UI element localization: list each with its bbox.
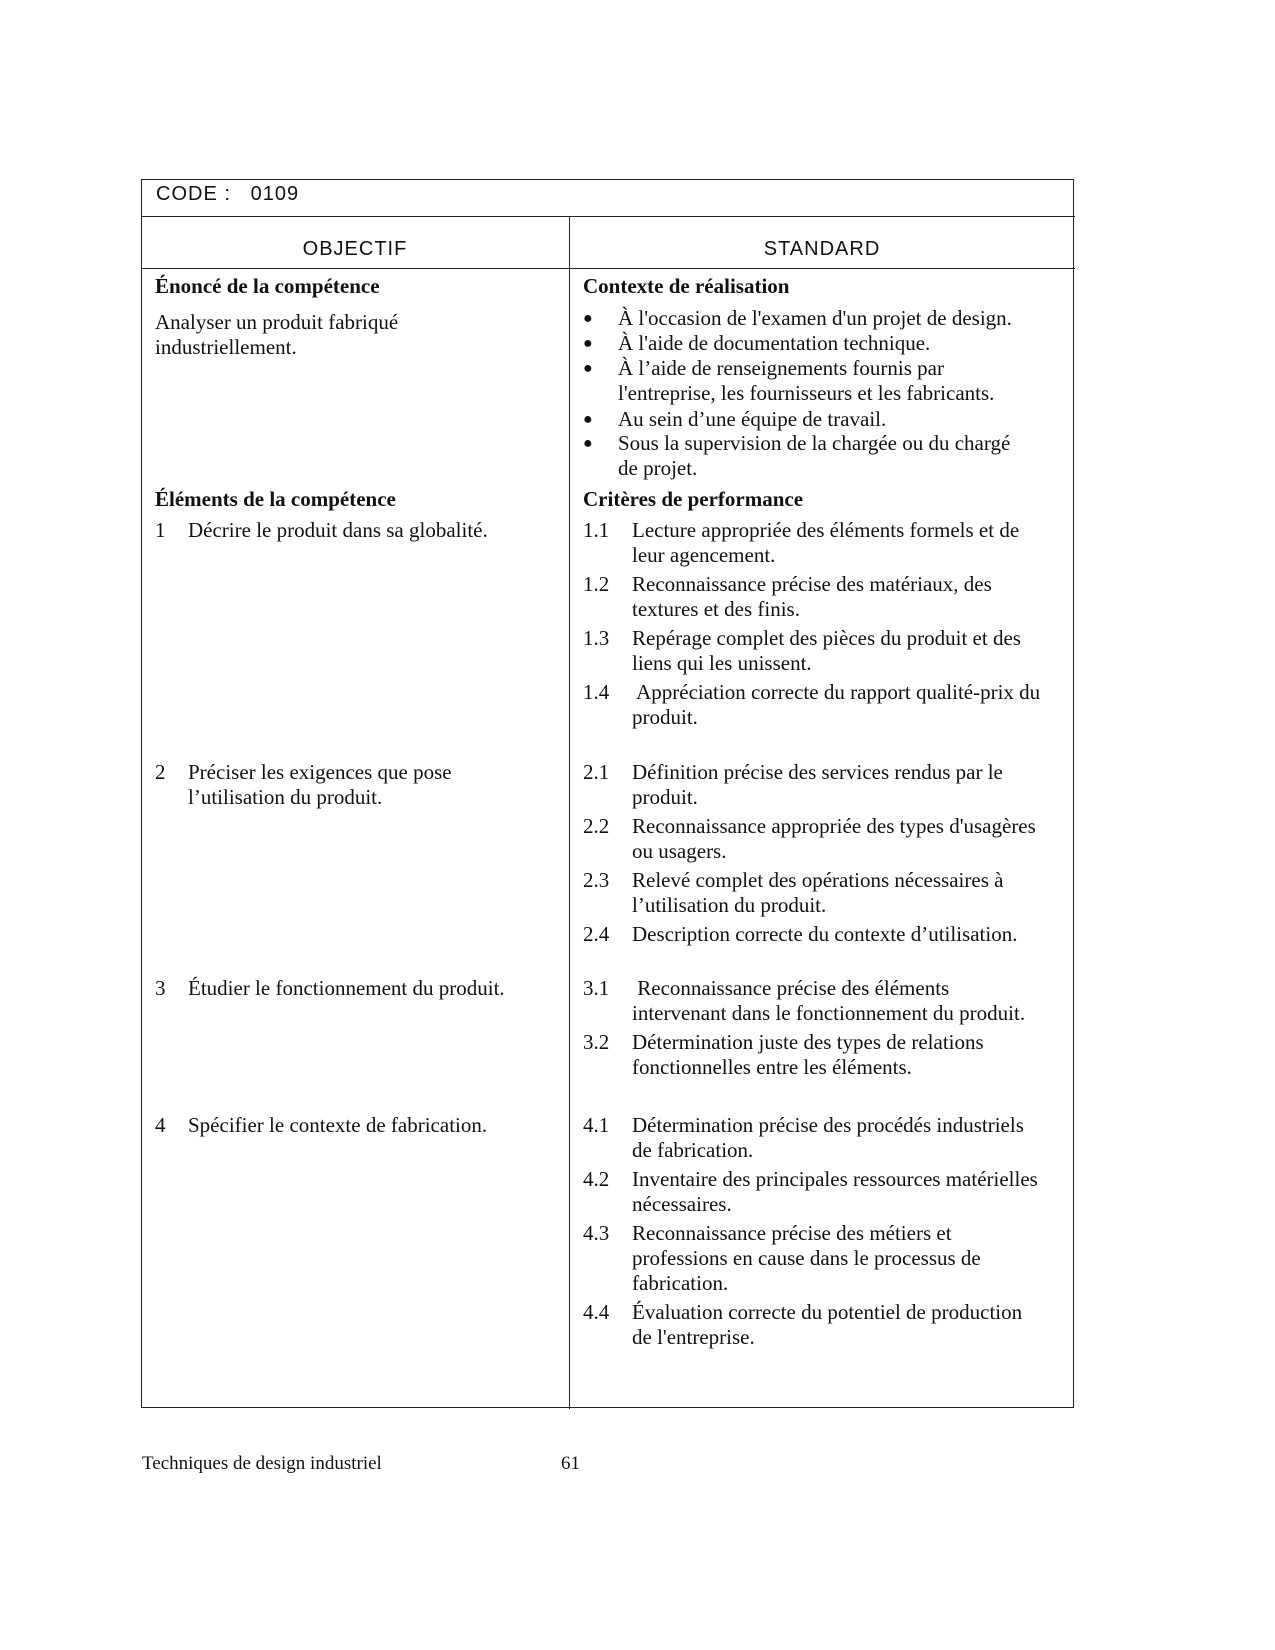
criterion-text: l’utilisation du produit.: [632, 893, 827, 917]
criterion-number: 1.2: [583, 572, 610, 596]
criterion-number: 2.4: [583, 922, 610, 946]
contexte-item: Sous la supervision de la chargée ou du chargé: [618, 431, 1011, 455]
criterion-text: Lecture appropriée des éléments formels et de: [632, 518, 1020, 542]
criterion-number: 1.3: [583, 626, 610, 650]
criterion-text: Définition précise des services rendus par le: [632, 760, 1003, 784]
criterion-text: Évaluation correcte du potentiel de production: [632, 1300, 1023, 1324]
criterion-text: leur agencement.: [632, 543, 776, 567]
criterion-number: 2.3: [583, 868, 610, 892]
element-text: Spécifier le contexte de fabrication.: [188, 1113, 488, 1137]
header-standard: STANDARD: [763, 238, 881, 260]
bullet-icon: ●: [583, 435, 593, 452]
element-number: 1: [155, 518, 166, 542]
criterion-number: 3.2: [583, 1030, 610, 1054]
element-text: l’utilisation du produit.: [188, 785, 383, 809]
criterion-number: 3.1: [583, 976, 610, 1000]
contexte-item: l'entreprise, les fournisseurs et les fabricants.: [618, 381, 995, 405]
criterion-text: de fabrication.: [632, 1138, 754, 1162]
criterion-text: Reconnaissance précise des matériaux, des: [632, 572, 992, 596]
criterion-number: 4.3: [583, 1221, 610, 1245]
criterion-number: 1.4: [583, 680, 610, 704]
criterion-text: nécessaires.: [632, 1192, 732, 1216]
criterion-text: textures et des finis.: [632, 597, 800, 621]
criteres-title: Critères de performance: [583, 487, 804, 511]
footer-title: Techniques de design industriel: [142, 1453, 382, 1474]
element-text: Préciser les exigences que pose: [188, 760, 452, 784]
criterion-text: de l'entreprise.: [632, 1325, 755, 1349]
divider: [141, 268, 1075, 269]
element-text: Décrire le produit dans sa globalité.: [188, 518, 488, 542]
elements-title: Éléments de la compétence: [155, 487, 396, 511]
page-number: 61: [561, 1453, 580, 1474]
criterion-text: Détermination juste des types de relations: [632, 1030, 984, 1054]
criterion-text: professions en cause dans le processus de: [632, 1246, 981, 1270]
contexte-item: À l’aide de renseignements fournis par: [618, 356, 944, 380]
bullet-icon: ●: [583, 335, 593, 352]
criterion-number: 2.2: [583, 814, 610, 838]
bullet-icon: ●: [583, 360, 593, 377]
element-number: 2: [155, 760, 166, 784]
header-objectif: OBJECTIF: [302, 238, 408, 260]
criterion-text: Appréciation correcte du rapport qualité-prix du: [632, 680, 1041, 704]
criterion-text: Description correcte du contexte d’utilisation.: [632, 922, 1018, 946]
criterion-text: ou usagers.: [632, 839, 727, 863]
criterion-text: fabrication.: [632, 1271, 729, 1295]
criterion-text: fonctionnelles entre les éléments.: [632, 1055, 912, 1079]
bullet-icon: ●: [583, 411, 593, 428]
criterion-number: 2.1: [583, 760, 610, 784]
column-divider: [569, 216, 570, 1409]
criterion-text: liens qui les unissent.: [632, 651, 812, 675]
criterion-text: intervenant dans le fonctionnement du produit.: [632, 1001, 1026, 1025]
code-label: CODE :: [156, 183, 231, 205]
criterion-text: produit.: [632, 785, 698, 809]
contexte-item: de projet.: [618, 456, 698, 480]
criterion-text: Relevé complet des opérations nécessaires à: [632, 868, 1004, 892]
divider: [141, 216, 1075, 217]
criterion-text: Repérage complet des pièces du produit et des: [632, 626, 1021, 650]
criterion-text: Reconnaissance appropriée des types d'usagères: [632, 814, 1036, 838]
code-value: 0109: [250, 183, 300, 205]
bullet-icon: ●: [583, 310, 593, 327]
enonce-line: industriellement.: [155, 335, 297, 359]
enonce-line: Analyser un produit fabriqué: [155, 310, 399, 334]
criterion-text: Inventaire des principales ressources matérielles: [632, 1167, 1038, 1191]
element-text: Étudier le fonctionnement du produit.: [188, 976, 505, 1000]
criterion-text: Détermination précise des procédés industriels: [632, 1113, 1024, 1137]
contexte-item: À l'occasion de l'examen d'un projet de design.: [618, 306, 1012, 330]
criterion-text: produit.: [632, 705, 698, 729]
criterion-text: Reconnaissance précise des métiers et: [632, 1221, 952, 1245]
code-row: [156, 183, 299, 206]
element-number: 4: [155, 1113, 166, 1137]
contexte-title: Contexte de réalisation: [583, 274, 790, 298]
criterion-number: 4.1: [583, 1113, 610, 1137]
element-number: 3: [155, 976, 166, 1000]
contexte-item: À l'aide de documentation technique.: [618, 331, 931, 355]
enonce-title: Énoncé de la compétence: [155, 274, 380, 298]
criterion-number: 1.1: [583, 518, 610, 542]
contexte-item: Au sein d’une équipe de travail.: [618, 407, 887, 431]
criterion-text: Reconnaissance précise des éléments: [632, 976, 950, 1000]
criterion-number: 4.4: [583, 1300, 610, 1324]
criterion-number: 4.2: [583, 1167, 610, 1191]
